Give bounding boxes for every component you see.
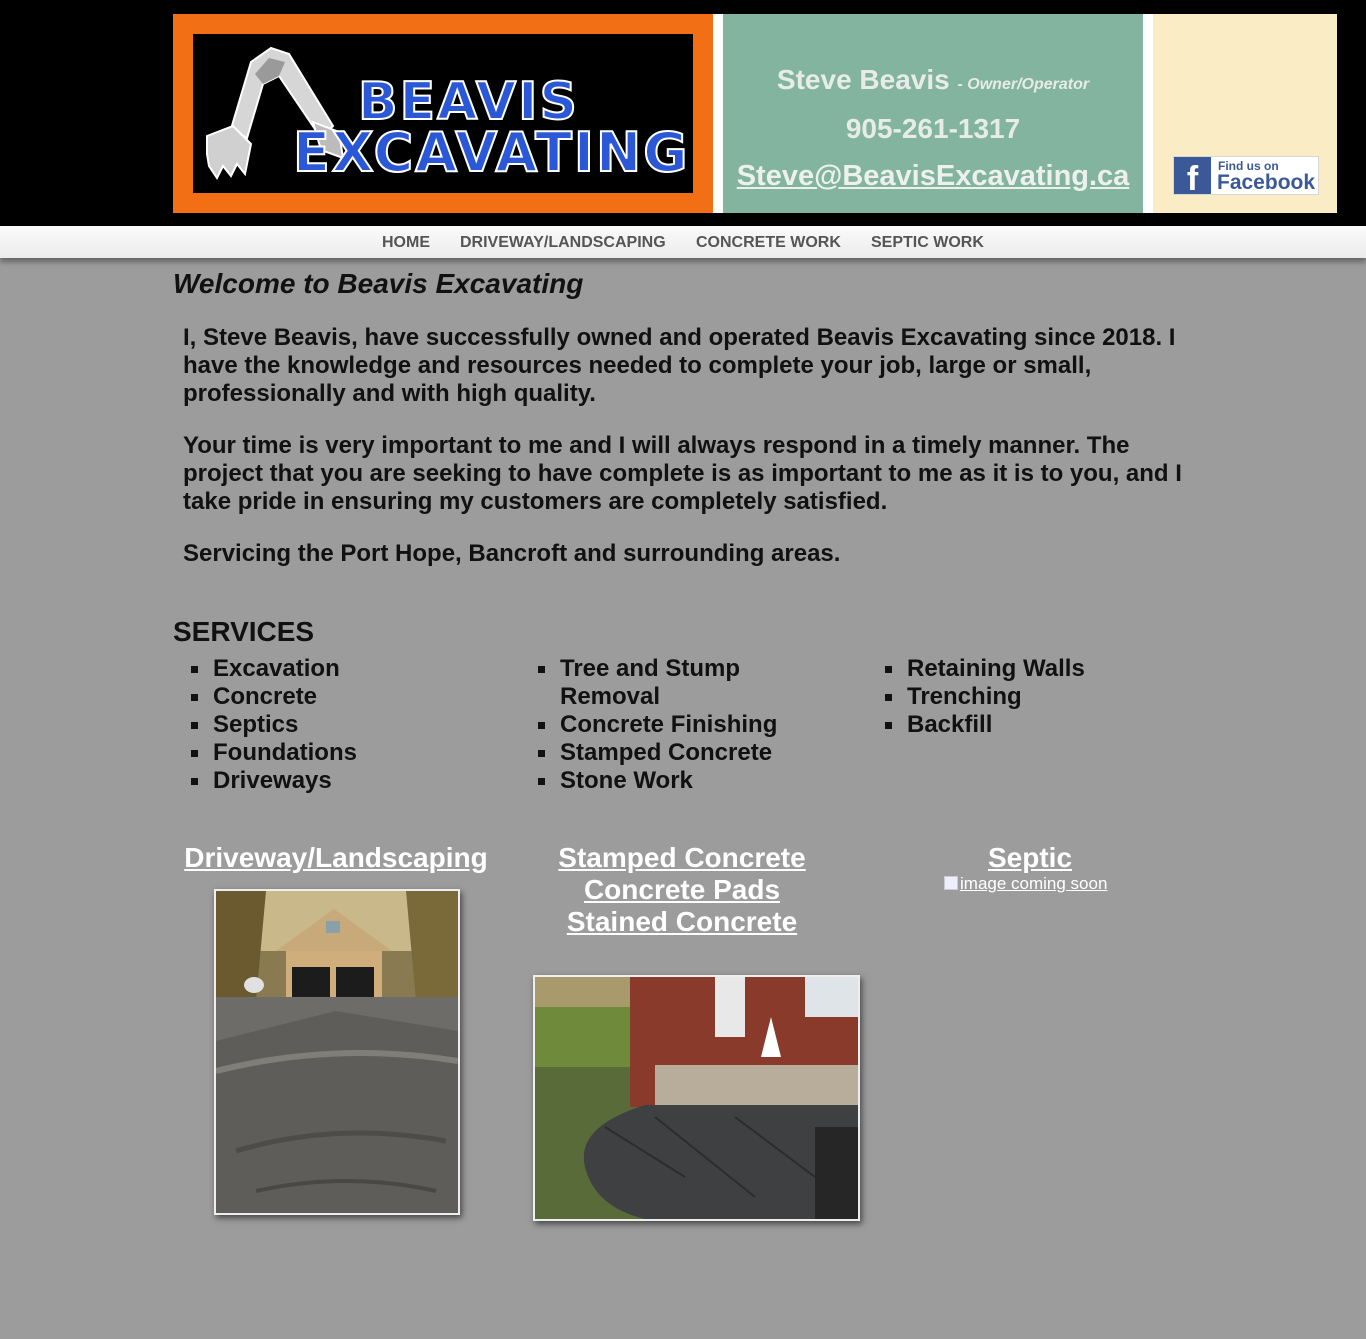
concrete-gallery-links — [527, 842, 837, 938]
stained-concrete-link[interactable]: Stained Concrete — [566, 906, 798, 937]
services-heading: SERVICES — [173, 616, 315, 647]
driveway-photo-image — [216, 891, 458, 1213]
service-item: Stone Work — [520, 767, 810, 795]
header-divider — [713, 14, 723, 213]
logo-panel — [193, 34, 693, 193]
service-item: Tree and Stump Removal — [520, 655, 810, 711]
commitment-paragraph: Your time is very important to me and I will always respond in a timely manner. The project that you are seeking to have complete is as important to me as it is to you, and I take pride in ensuring my customers are completely satisfied. — [183, 432, 1182, 515]
intro-paragraph: I, Steve Beavis, have successfully owned and operated Beavis Excavating since 2018. I have the knowledge and resources needed to complete your job, large or small, professionally and with high quality. — [183, 324, 1176, 407]
septic-gallery-link[interactable]: Septic — [987, 842, 1073, 873]
owner-name: Steve Beavis — [776, 64, 950, 95]
stamped-concrete-photo-image — [535, 977, 858, 1219]
service-item: Driveways — [173, 767, 513, 795]
facebook-icon: f — [1174, 157, 1211, 194]
services-list-1 — [173, 655, 513, 795]
service-item: Backfill — [867, 711, 1187, 739]
service-item: Concrete Finishing — [520, 711, 810, 739]
company-logo[interactable] — [173, 14, 713, 213]
contact-panel — [723, 14, 1143, 213]
service-item: Foundations — [173, 739, 513, 767]
contact-phone: 905-261-1317 — [845, 113, 1021, 144]
services-list-2 — [520, 655, 810, 795]
nav-home[interactable]: HOME — [382, 234, 430, 251]
logo-word-excavating: EXCAVATING — [293, 121, 690, 184]
facebook-brand-text: Facebook — [1217, 171, 1316, 194]
nav-septic-work[interactable]: SEPTIC WORK — [871, 234, 984, 251]
driveway-gallery-link[interactable]: Driveway/Landscaping — [184, 842, 488, 873]
concrete-pads-link[interactable]: Concrete Pads — [583, 874, 781, 905]
driveway-photo[interactable] — [214, 889, 460, 1215]
header-divider-2 — [1143, 14, 1153, 213]
services-list-3 — [867, 655, 1187, 739]
nav-concrete-work[interactable]: CONCRETE WORK — [696, 234, 841, 251]
facebook-button[interactable] — [1173, 156, 1319, 198]
main-nav — [0, 226, 1366, 258]
service-item: Septics — [173, 711, 513, 739]
stamped-concrete-photo[interactable] — [533, 975, 860, 1221]
facebook-find-text: Find us on — [1218, 159, 1279, 173]
facebook-panel — [1153, 14, 1337, 213]
service-item: Excavation — [173, 655, 513, 683]
owner-role: - Owner/Operator — [957, 76, 1090, 93]
page-title: Welcome to Beavis Excavating — [173, 268, 584, 299]
stamped-concrete-link[interactable]: Stamped Concrete — [558, 842, 806, 873]
nav-driveway-landscaping[interactable]: DRIVEWAY/LANDSCAPING — [460, 234, 666, 251]
service-item: Stamped Concrete — [520, 739, 810, 767]
service-item: Retaining Walls — [867, 655, 1187, 683]
contact-email-link[interactable]: Steve@BeavisExcavating.ca — [736, 160, 1130, 192]
service-item: Concrete — [173, 683, 513, 711]
logo-word-beavis: BEAVIS — [358, 72, 579, 132]
septic-image-placeholder[interactable]: image coming soon — [944, 874, 1107, 894]
service-area-paragraph: Servicing the Port Hope, Bancroft and surrounding areas. — [183, 540, 841, 567]
owner-name-line — [723, 64, 1143, 96]
service-item: Trenching — [867, 683, 1187, 711]
